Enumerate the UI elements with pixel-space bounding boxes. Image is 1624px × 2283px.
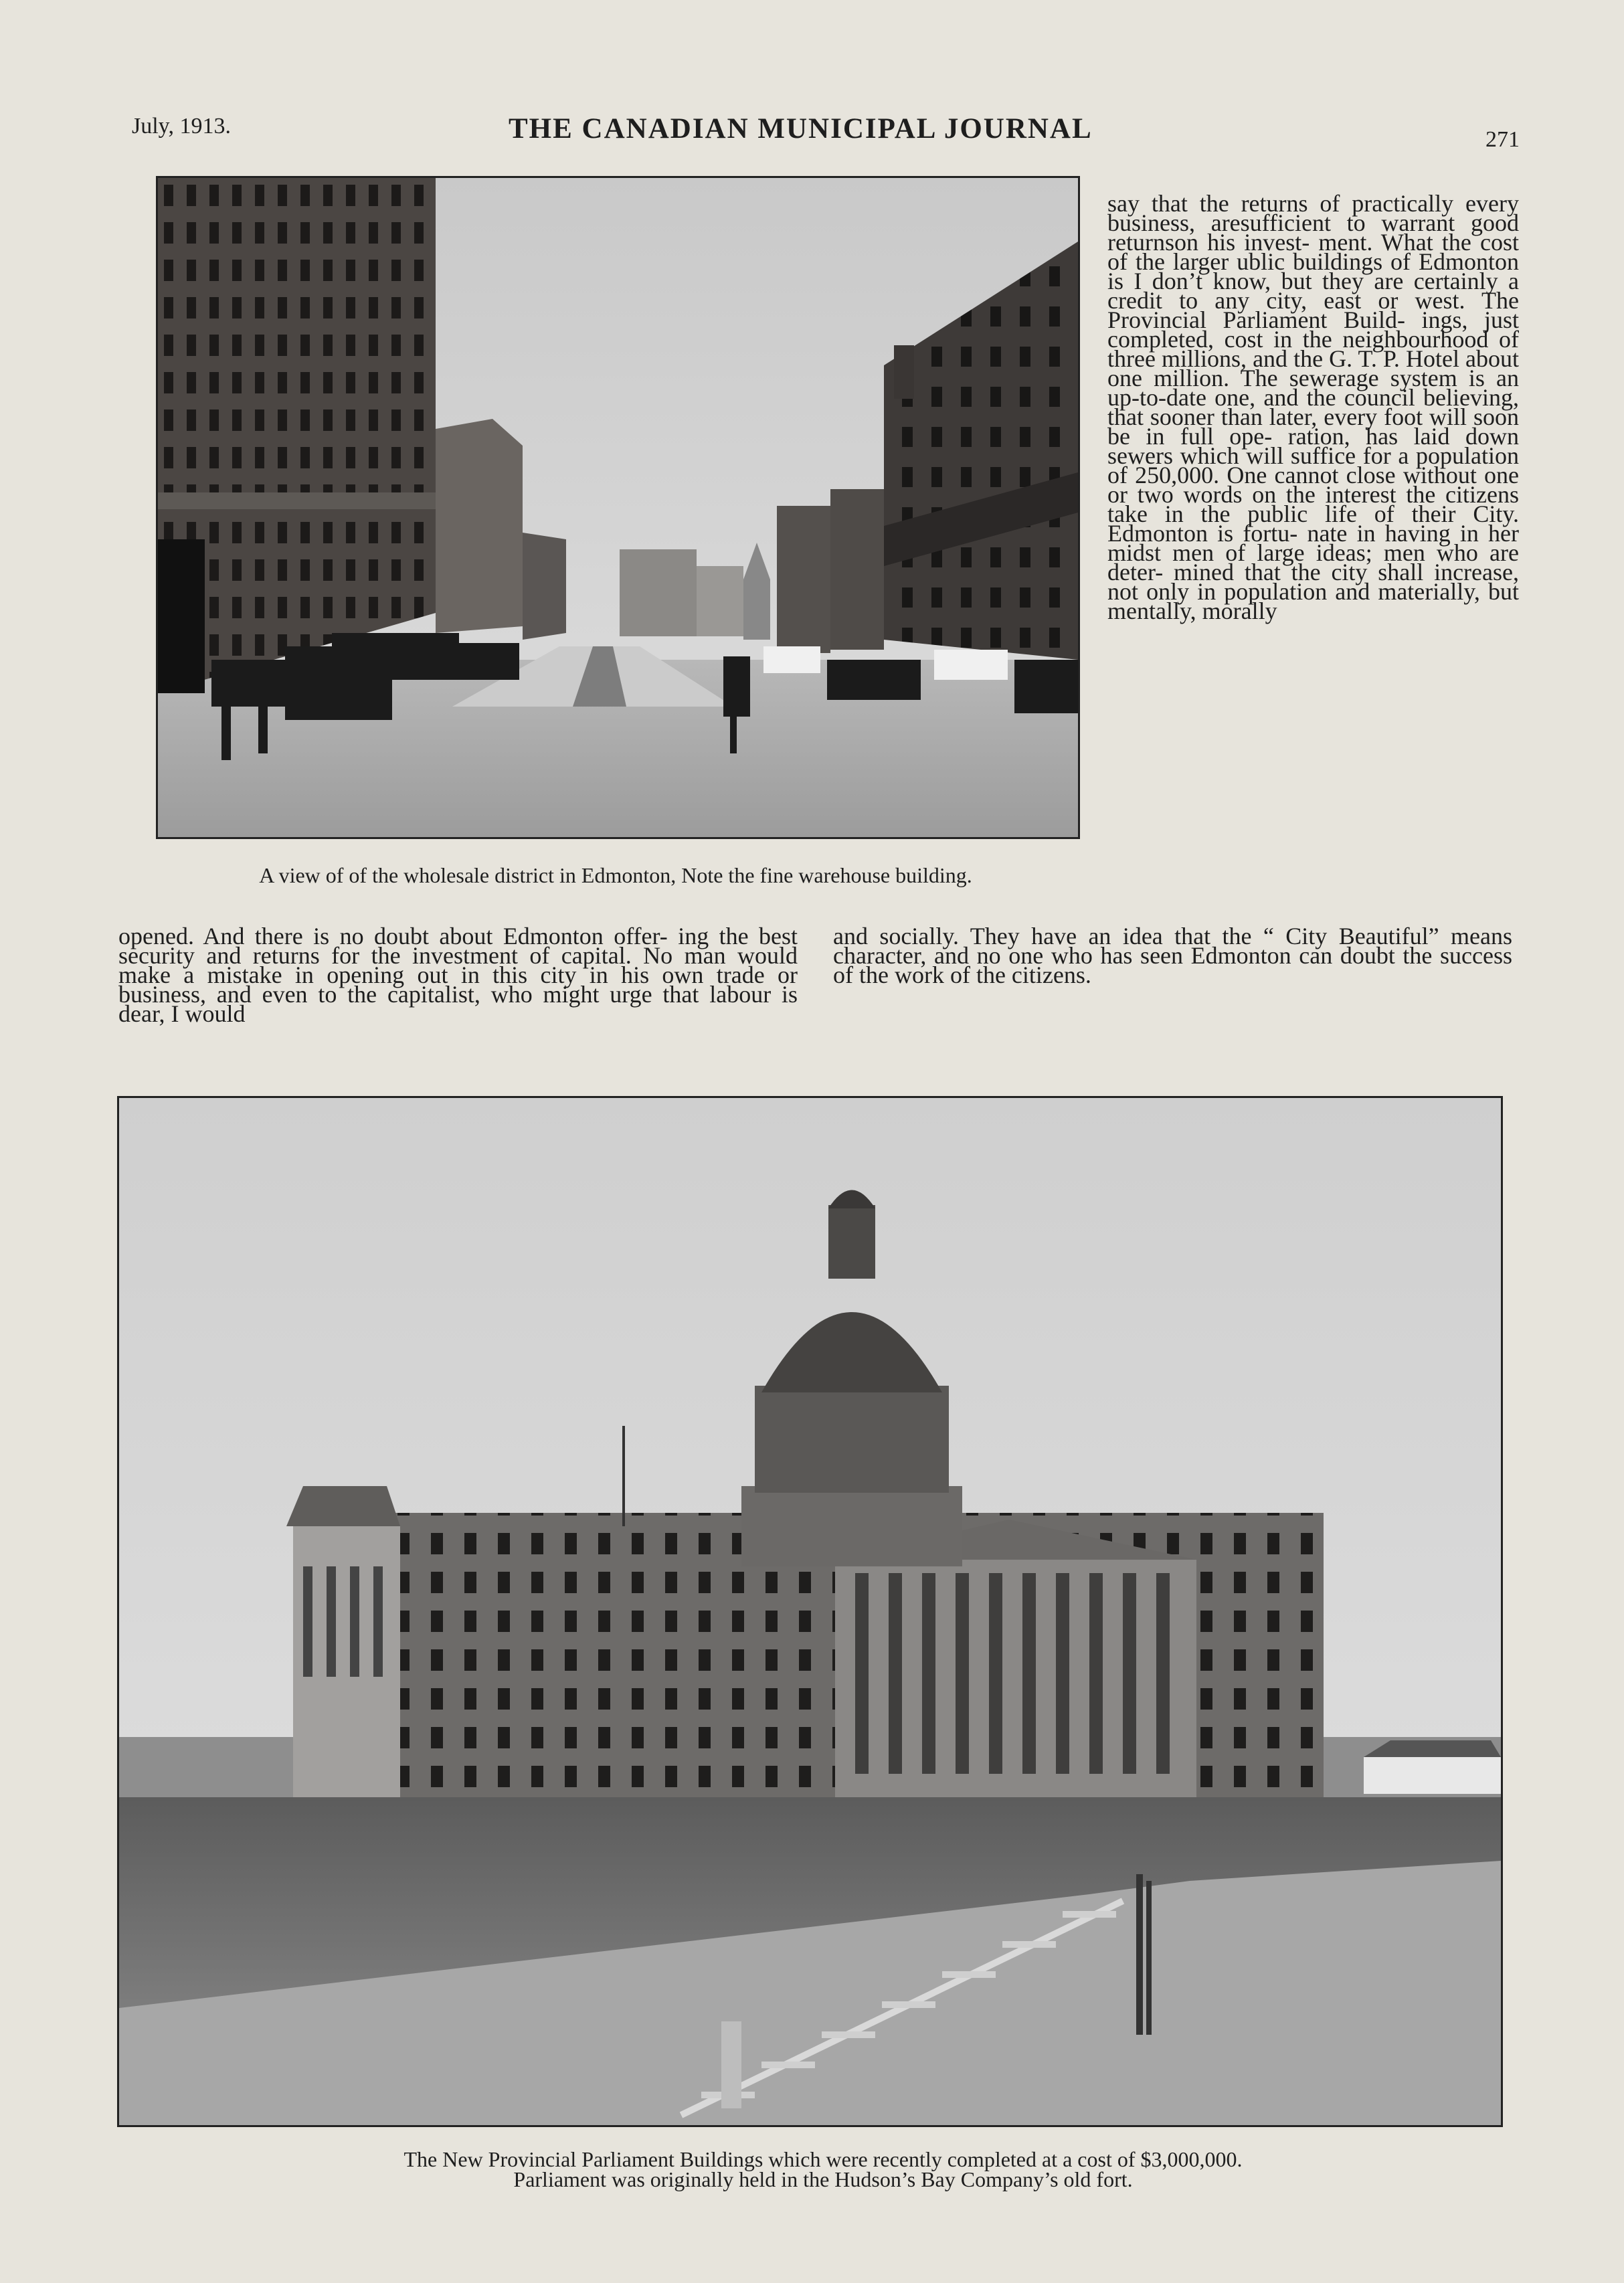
photo2-caption-line1: The New Provincial Parliament Buildings which were recently completed at a cost of $3,000,000. bbox=[403, 2147, 1243, 2171]
article-text-middle: and socially. They have an idea that the “ City Beautiful” means character, and no one who has seen Edmonton can doubt the success of the work of the citizens. bbox=[833, 923, 1512, 988]
article-text-left: opened. And there is no doubt about Edmonton offer- ing the best security and returns for the investment of capital. No man would make a mistake in opening out in this city in his own trade or business, and even to the capitalist, who might urge that labour is dear, I would bbox=[118, 923, 798, 1027]
header-date: July, 1913. bbox=[132, 114, 231, 139]
photo2-caption bbox=[194, 2149, 1452, 2189]
photo2-caption-line2: Parliament was originally held in the Hudson’s Bay Company’s old fort. bbox=[513, 2167, 1133, 2191]
parliament-illustration bbox=[119, 1098, 1501, 2125]
journal-title: THE CANADIAN MUNICIPAL JOURNAL bbox=[509, 113, 1093, 145]
street-scene-illustration bbox=[158, 178, 1078, 837]
article-column-left bbox=[118, 923, 798, 1027]
article-text-right: say that the returns of practically every business, aresufficient to warrant good returnson his invest- ment. What the cost of the larger ublic buildings of Edmonton is I don’t know, but they are certainly a credit to any city, east or west. The Provincial Parliament Build- ings, just completed, cost in the neighbourhood of three millions, and the G. T. P. Hotel about one million. The sewerage system is an up-to-date one, and the council believing, that sooner than later, every foot will soon be in full ope- ration, has laid down sewers which will suffice for a population of 250,000. One cannot close without one or two words on the interest the citizens take in the public life of their City. Edmonton is fortu- nate in having in her midst men of large ideas; men who are deter- mined that the city shall increase, not only in population and materially, but mentally, morally bbox=[1107, 190, 1519, 624]
article-column-right bbox=[1107, 190, 1519, 624]
wholesale-district-photo bbox=[156, 176, 1080, 839]
parliament-buildings-photo bbox=[117, 1096, 1503, 2127]
photo1-caption: A view of of the wholesale district in Edmonton, Note the fine warehouse building. bbox=[259, 863, 972, 887]
page-number: 271 bbox=[1485, 127, 1520, 152]
article-column-middle bbox=[833, 923, 1512, 988]
